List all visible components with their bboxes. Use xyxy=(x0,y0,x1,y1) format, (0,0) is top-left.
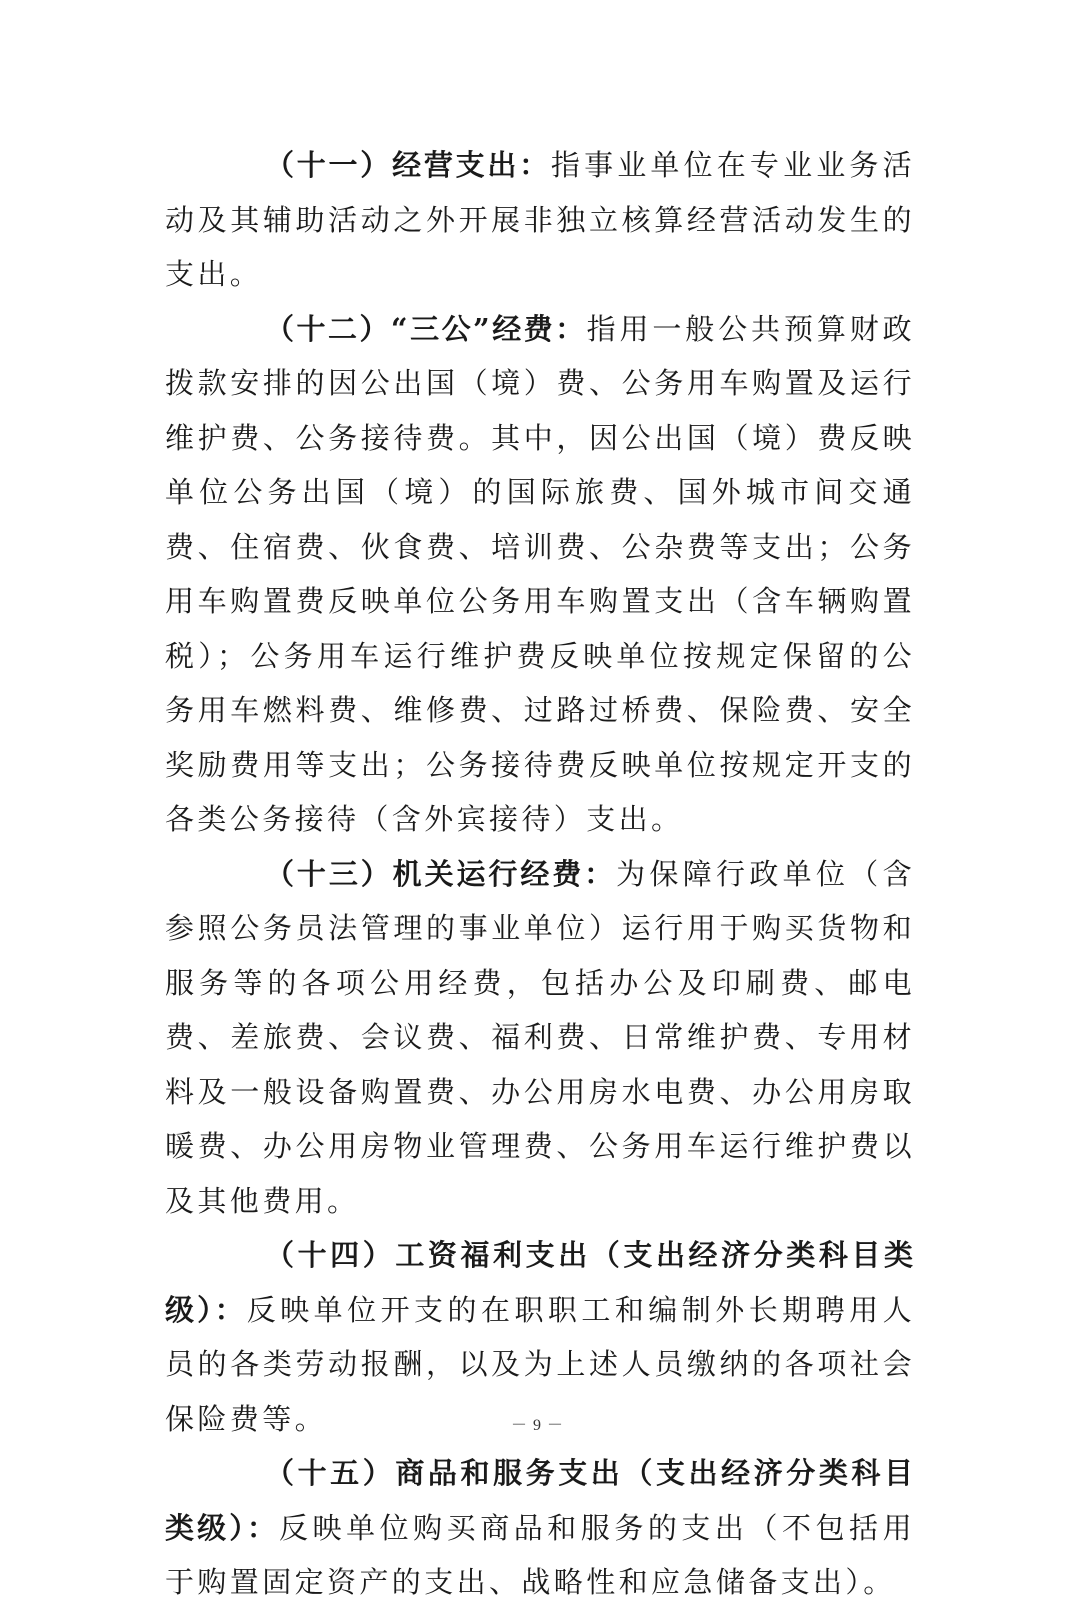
paragraph-text: 指事业单位在专业业务活动及其辅助活动之外开展非独立核算经营活动发生的支出。 xyxy=(165,148,915,291)
paragraph-heading: （十二）“三公”经费： xyxy=(265,311,587,346)
paragraph-operating-expenses xyxy=(165,138,915,302)
document-body xyxy=(165,138,915,1610)
paragraph-heading: （十五）商品和服务支出（支出经济分类科目类级）： xyxy=(165,1456,915,1545)
page-number: － 9 － xyxy=(510,1417,564,1434)
paragraph-text: 反映单位开支的在职职工和编制外长期聘用人员的各类劳动报酬，以及为上述人员缴纳的各项社会保险费等。 xyxy=(165,1292,915,1436)
paragraph-text: 为保障行政单位（含参照公务员法管理的事业单位）运行用于购买货物和服务等的各项公用经费，包括办公及印刷费、邮电费、差旅费、会议费、福利费、日常维护费、专用材料及一般设备购置费、办公用房水电费、办公用房取暖费、办公用房物业管理费、公务用车运行维护费以及其他费用。 xyxy=(165,856,915,1218)
paragraph-agency-operating-funds xyxy=(165,847,915,1229)
paragraph-text: 反映单位购买商品和服务的支出（不包括用于购置固定资产的支出、战略性和应急储备支出）。 xyxy=(165,1510,915,1599)
paragraph-heading: （十三）机关运行经费： xyxy=(265,856,617,891)
paragraph-goods-services-expenses xyxy=(165,1446,915,1610)
paragraph-text: 指用一般公共预算财政拨款安排的因公出国（境）费、公务用车购置及运行维护费、公务接待费。其中，因公出国（境）费反映单位公务出国（境）的国际旅费、国外城市间交通费、住宿费、伙食费、培训费、公杂费等支出；公务用车购置费反映单位公务用车购置支出（含车辆购置税）；公务用车运行维护费反映单位按规定保留的公务用车燃料费、维修费、过路过桥费、保险费、安全奖励费用等支出；公务接待费反映单位按规定开支的各类公务接待（含外宾接待）支出。 xyxy=(165,311,915,836)
paragraph-three-public-expenses xyxy=(165,302,915,847)
paragraph-heading: （十一）经营支出： xyxy=(265,148,551,182)
paragraph-heading: （十四）工资福利支出（支出经济分类科目类级）： xyxy=(165,1238,915,1327)
